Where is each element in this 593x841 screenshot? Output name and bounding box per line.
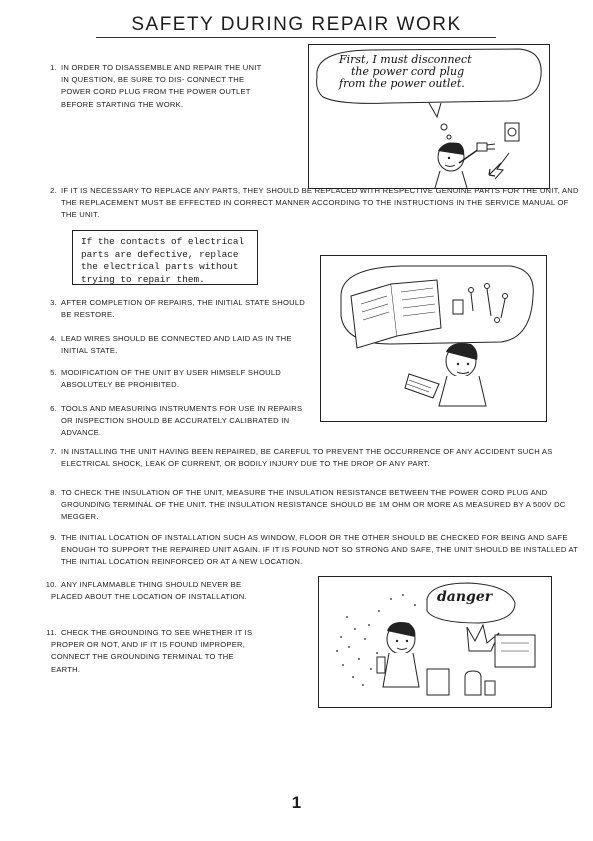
- item-text: MODIFICATION OF THE UNIT BY USER HIMSELF SHOULD ABSOLUTELY BE PROHIBITED.: [61, 368, 282, 390]
- danger-label: danger: [437, 589, 493, 605]
- item-number: 9.: [50, 533, 57, 542]
- page-number: 1: [291, 793, 302, 812]
- item-number: 8.: [50, 488, 57, 497]
- item-text: TOOLS AND MEASURING INSTRUMENTS FOR USE IN REPAIRS OR INSPECTION SHOULD BE ACCURATELY CALIBRATED IN ADVANCE.: [61, 404, 303, 438]
- item-text: CHECK THE GROUNDING TO SEE WHETHER IT IS PROPER OR NOT, AND IF IT IS FOUND IMPROPER, CONNECT THE GROUNDING TERMINAL TO THE EARTH.: [51, 628, 253, 674]
- list-item-4: [44, 333, 311, 357]
- list-item-11: [34, 627, 263, 676]
- list-item-3: [44, 297, 311, 321]
- speech-line: the power cord plug: [351, 65, 465, 78]
- list-item-10: [34, 579, 263, 603]
- item-number: 5.: [50, 368, 57, 377]
- item-text: ANY INFLAMMABLE THING SHOULD NEVER BE PLACED ABOUT THE LOCATION OF INSTALLATION.: [51, 580, 247, 602]
- list-item-5: [44, 367, 311, 391]
- item-text: LEAD WIRES SHOULD BE CONNECTED AND LAID AS IN THE INITIAL STATE.: [61, 334, 292, 356]
- speech-line: from the power outlet.: [339, 77, 465, 90]
- illustration-service-manual: [320, 255, 547, 422]
- item-text: TO CHECK THE INSULATION OF THE UNIT, MEASURE THE INSULATION RESISTANCE BETWEEN THE POWER CORD PLUG AND GROUNDING TERMINAL OF THE UNIT. THE INSULATION RESISTANCE SHOULD BE 1M OHM OR MORE AS MEASURED BY A 500V DC MEGGER.: [61, 488, 566, 522]
- item-text: AFTER COMPLETION OF REPAIRS, THE INITIAL STATE SHOULD BE RESTORE.: [61, 298, 306, 320]
- item-text: THE INITIAL LOCATION OF INSTALLATION SUCH AS WINDOW, FLOOR OR THE OTHER SHOULD BE CHECKED FOR BEING AND SAFE ENOUGH TO SUPPORT THE REPAIRED UNIT AGAIN. IF IT IS FOUND NOT SO STRONG AND SAFE, THE UNIT SHOULD BE INSTALLED AT THE INITIAL LOCATION REINFORCED OR AT A NEW LOCATION.: [61, 533, 579, 567]
- list-item-7: [44, 446, 581, 470]
- item-number: 6.: [50, 404, 57, 413]
- item-number: 1.: [50, 63, 57, 72]
- item-number: 3.: [50, 298, 57, 307]
- title-rule: [96, 37, 496, 38]
- callout-line: parts are defective, replace: [81, 248, 239, 260]
- item-text: IF IT IS NECESSARY TO REPLACE ANY PARTS, THEY SHOULD BE REPLACED WITH RESPECTIVE GENUINE PARTS FOR THE UNIT, AND THE REPLACEMENT MUST BE EFFECTED IN CORRECT MANNER ACCORDING TO THE INSTRUCTIONS IN THE SERVICE MANUAL OF THE UNIT.: [61, 186, 579, 220]
- manual-reading-cartoon-icon: [321, 256, 546, 421]
- item-number: 10.: [45, 580, 57, 589]
- list-item-8: [44, 487, 581, 524]
- callout-line: If the contacts of electrical: [81, 236, 245, 247]
- plug-cartoon-icon: [309, 45, 549, 188]
- item-text: IN INSTALLING THE UNIT HAVING BEEN REPAIRED, BE CAREFUL TO PREVENT THE OCCURRENCE OF ANY ACCIDENT SUCH AS ELECTRICAL SHOCK, LEAK OF CURRENT, OR BODILY INJURY DUE TO THE DROP OF ANY PART.: [61, 447, 553, 469]
- list-item-2: [44, 185, 581, 222]
- item-text: IN ORDER TO DISASSEMBLE AND REPAIR THE UNIT IN QUESTION, BE SURE TO DIS- CONNECT THE POWER CORD PLUG FROM THE POWER OUTLET BEFORE STARTING THE WORK.: [61, 63, 262, 109]
- list-item-1: [44, 62, 271, 111]
- illustration-disconnect-plug: [308, 44, 550, 189]
- spray-danger-cartoon-icon: [319, 577, 551, 707]
- speech-line: First, I must disconnect: [339, 53, 472, 66]
- illustration-danger: [318, 576, 552, 708]
- list-item-6: [44, 403, 311, 440]
- item-number: 11.: [46, 628, 57, 637]
- page-title: SAFETY DURING REPAIR WORK: [131, 14, 462, 35]
- list-item-9: [44, 532, 581, 569]
- item-number: 2.: [50, 186, 57, 195]
- item-number: 4.: [50, 334, 57, 343]
- callout-line: trying to repair them.: [81, 273, 205, 285]
- callout-line: the electrical parts without: [81, 261, 239, 273]
- item-number: 7.: [50, 447, 57, 456]
- callout-box: [72, 230, 258, 285]
